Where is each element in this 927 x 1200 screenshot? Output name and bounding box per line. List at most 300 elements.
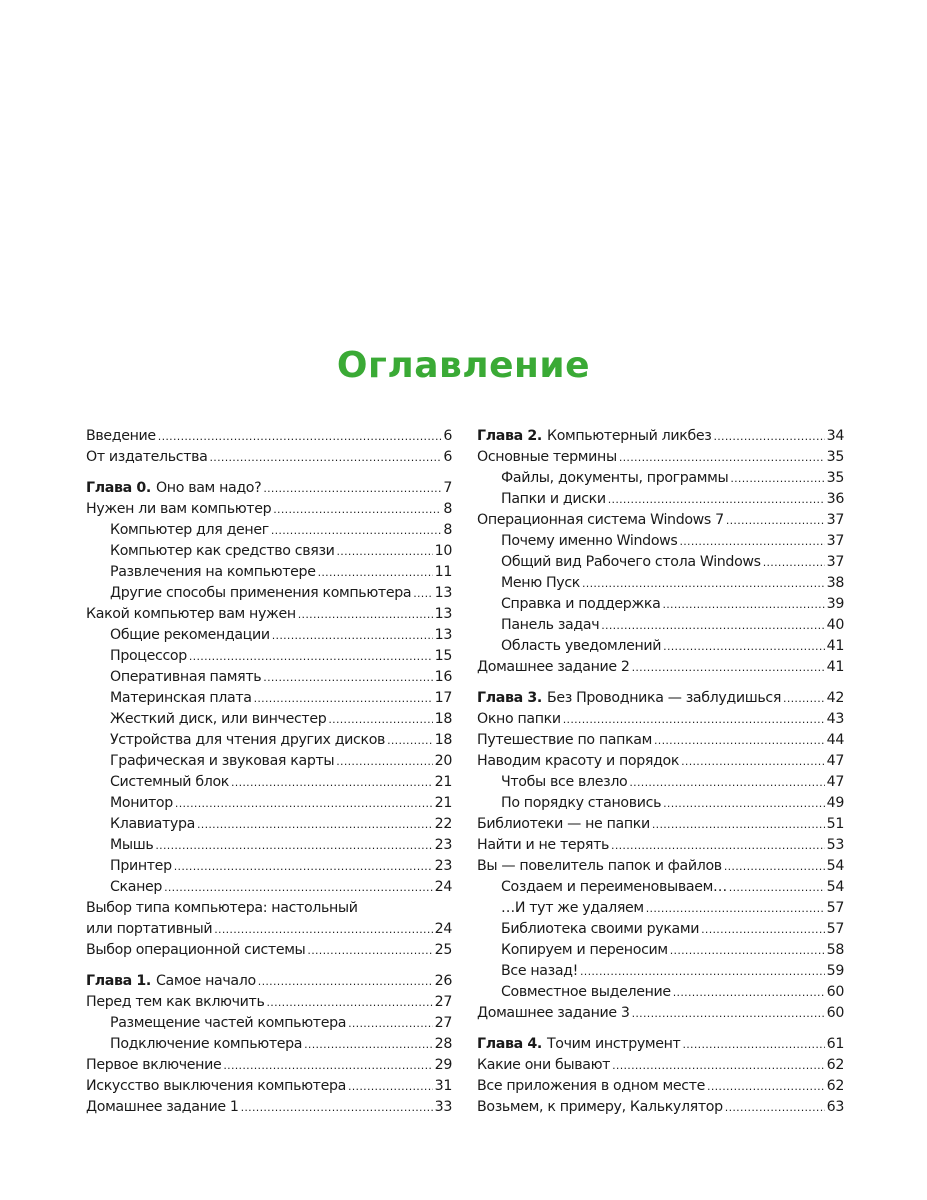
dot-leader — [348, 1013, 433, 1034]
toc-entry-title — [477, 709, 561, 730]
toc-entry — [477, 615, 844, 636]
toc-entry-text: Все приложения в одном месте — [477, 1078, 706, 1094]
toc-entry-title — [86, 1097, 239, 1118]
toc-entry-text: Системный блок — [110, 774, 229, 790]
toc-entry-title — [110, 730, 385, 751]
page-number: 37 — [826, 512, 844, 528]
chapter-number: Глава 1. — [86, 973, 151, 989]
toc-column-right — [477, 426, 844, 1118]
toc-entry — [86, 1097, 452, 1118]
toc-entry-text: Мышь — [110, 837, 154, 853]
toc-entry-title — [110, 751, 334, 772]
toc-entry — [477, 552, 844, 573]
dot-leader — [673, 982, 825, 1003]
toc-entry-text: Введение — [86, 428, 156, 444]
toc-entry-title — [110, 583, 411, 604]
page-number: 35 — [826, 449, 844, 465]
toc-entry-title — [86, 499, 271, 520]
toc-entry — [477, 468, 844, 489]
toc-entry — [477, 657, 844, 678]
toc-entry — [477, 772, 844, 793]
page-number: 26 — [434, 973, 452, 989]
dot-leader — [328, 709, 432, 730]
page-number: 33 — [434, 1099, 452, 1115]
page-number: 54 — [826, 858, 844, 874]
toc-entry-text: Искусство выключения компьютера — [86, 1078, 346, 1094]
dot-leader — [725, 1097, 825, 1118]
toc-entry — [477, 793, 844, 814]
toc-entry-text: Путешествие по папкам — [477, 732, 652, 748]
page-number: 8 — [443, 501, 452, 517]
toc-entry-title — [86, 1076, 346, 1097]
toc-entry — [477, 1003, 844, 1024]
page-number: 37 — [826, 554, 844, 570]
page-number: 24 — [434, 879, 452, 895]
dot-leader — [679, 531, 824, 552]
dot-leader — [304, 1034, 433, 1055]
toc-entry — [477, 1055, 844, 1076]
page-number: 28 — [434, 1036, 452, 1052]
page-number: 42 — [826, 690, 844, 706]
toc-entry-title — [86, 1055, 221, 1076]
toc-entry — [86, 814, 452, 835]
toc-entry-title — [501, 877, 727, 898]
dot-leader — [318, 562, 433, 583]
toc-entry-text: Другие способы применения компьютера — [110, 585, 412, 601]
toc-entry-title — [110, 835, 153, 856]
toc-entry — [86, 478, 452, 499]
toc-entry — [86, 793, 452, 814]
toc-entry-title — [110, 520, 269, 541]
toc-entry-text: Какой компьютер вам нужен — [86, 606, 296, 622]
chapter-heading — [477, 688, 781, 709]
toc-entry — [86, 772, 452, 793]
chapter-number: Глава 0. — [86, 480, 151, 496]
toc-entry-title — [477, 1003, 630, 1024]
page-number: 20 — [434, 753, 452, 769]
toc-entry — [477, 531, 844, 552]
toc-entry-text: По порядку становись — [501, 795, 662, 811]
toc-entry — [477, 940, 844, 961]
page-number: 10 — [434, 543, 452, 559]
toc-entry-title — [501, 531, 677, 552]
toc-entry-title — [110, 625, 270, 646]
toc-entry — [477, 961, 844, 982]
page-number: 7 — [443, 480, 452, 496]
dot-leader — [682, 1034, 824, 1055]
dot-leader — [174, 856, 433, 877]
toc-entry — [477, 982, 844, 1003]
dot-leader — [348, 1076, 433, 1097]
page-number: 25 — [434, 942, 452, 958]
toc-entry-text: Клавиатура — [110, 816, 195, 832]
toc-entry — [477, 751, 844, 772]
dot-leader — [632, 657, 825, 678]
page-number: 11 — [434, 564, 452, 580]
dot-leader — [337, 541, 433, 562]
toc-entry-text: Почему именно Windows — [501, 533, 678, 549]
dot-leader — [231, 772, 433, 793]
toc-entry-text: Чтобы все влезло — [501, 774, 628, 790]
toc-entry — [86, 835, 452, 856]
page-number: 60 — [826, 1005, 844, 1021]
toc-entry-text: Нужен ли вам компьютер — [86, 501, 272, 517]
toc-entry — [86, 709, 452, 730]
toc-entry — [477, 636, 844, 657]
chapter-number: Глава 4. — [477, 1036, 542, 1052]
toc-entry-title — [86, 426, 156, 447]
dot-leader — [298, 604, 433, 625]
page-number: 27 — [434, 994, 452, 1010]
toc-entry — [477, 426, 844, 447]
dot-leader — [652, 814, 825, 835]
page-number: 43 — [826, 711, 844, 727]
toc-entry-text: Без Проводника — заблудишься — [546, 690, 782, 706]
toc-entry-text: Справка и поддержка — [501, 596, 661, 612]
chapter-heading — [86, 971, 256, 992]
toc-entry-text: Устройства для чтения других дисков — [110, 732, 386, 748]
chapter-heading — [86, 478, 261, 499]
toc-entry-continuation — [86, 919, 452, 940]
toc-entry — [477, 573, 844, 594]
toc-entry — [477, 447, 844, 468]
toc-entry-title — [501, 636, 661, 657]
toc-entry-text: Совместное выделение — [501, 984, 671, 1000]
page-number: 27 — [434, 1015, 452, 1031]
page-number: 8 — [443, 522, 452, 538]
toc-entry — [86, 992, 452, 1013]
toc-entry-title — [477, 510, 724, 531]
toc-entry-text: Первое включение — [86, 1057, 222, 1073]
toc-entry-text: Общий вид Рабочего стола Windows — [501, 554, 761, 570]
toc-entry — [86, 856, 452, 877]
dot-leader — [155, 835, 432, 856]
toc-entry-text: Самое начало — [155, 973, 256, 989]
page-number: 59 — [826, 963, 844, 979]
dot-leader — [663, 793, 825, 814]
toc-entry-text: Основные термины — [477, 449, 617, 465]
dot-leader — [189, 646, 433, 667]
dot-leader — [612, 1055, 825, 1076]
page-number: 49 — [826, 795, 844, 811]
dot-leader — [701, 919, 825, 940]
dot-leader — [263, 667, 432, 688]
toc-entry — [86, 1034, 452, 1055]
dot-leader — [713, 426, 824, 447]
toc-entry-text: От издательства — [86, 449, 208, 465]
page-number: 31 — [434, 1078, 452, 1094]
toc-entry — [86, 1013, 452, 1034]
page-number: 29 — [434, 1057, 452, 1073]
toc-entry — [477, 688, 844, 709]
toc-entry-title — [501, 982, 671, 1003]
toc-entry-title — [477, 657, 630, 678]
toc-entry — [86, 667, 452, 688]
toc-entry-title — [110, 1034, 302, 1055]
dot-leader — [271, 520, 441, 541]
dot-leader — [273, 499, 441, 520]
toc-entry-text: Создаем и переименовываем… — [501, 879, 727, 895]
toc-entry — [86, 877, 452, 898]
toc-entry-text: Наводим красоту и порядок — [477, 753, 680, 769]
dot-leader — [164, 877, 433, 898]
dot-leader — [563, 709, 825, 730]
toc-entry-text: Все назад! — [501, 963, 578, 979]
toc-entry-title — [477, 730, 652, 751]
toc-entry-title — [110, 646, 187, 667]
dot-leader — [266, 992, 432, 1013]
toc-entry-text: Компьютерный ликбез — [546, 428, 712, 444]
dot-leader — [413, 583, 432, 604]
page-number: 16 — [434, 669, 452, 685]
dot-leader — [241, 1097, 433, 1118]
page-number: 24 — [434, 921, 452, 937]
toc-entry-title — [501, 772, 627, 793]
toc-entry — [477, 489, 844, 510]
toc-entry-title — [477, 1055, 610, 1076]
page-number: 62 — [826, 1078, 844, 1094]
toc-entry — [86, 646, 452, 667]
toc-entry — [477, 814, 844, 835]
chapter-number: Глава 2. — [477, 428, 542, 444]
toc-entry — [86, 1055, 452, 1076]
dot-leader — [307, 940, 432, 961]
toc-entry-text: Размещение частей компьютера — [110, 1015, 347, 1031]
toc-entry-title — [110, 709, 326, 730]
toc-entry-text: Домашнее задание 3 — [477, 1005, 630, 1021]
page-number: 35 — [826, 470, 844, 486]
dot-leader — [175, 793, 433, 814]
page-number: 41 — [826, 638, 844, 654]
dot-leader — [223, 1055, 432, 1076]
toc-entry-title — [477, 1097, 723, 1118]
toc-entry-title — [110, 793, 173, 814]
toc-entry — [86, 940, 452, 961]
toc-entry — [477, 709, 844, 730]
toc-entry-text: …И тут же удаляем — [501, 900, 644, 916]
toc-entry-title — [86, 940, 305, 961]
toc-entry — [86, 426, 452, 447]
toc-entry-title: Выбор типа компьютера: настольный — [86, 900, 358, 916]
toc-entry-text: или портативный — [86, 921, 213, 937]
toc-entry-title — [86, 447, 208, 468]
toc-entry-title — [501, 898, 644, 919]
toc-entry-text: Операционная система Windows 7 — [477, 512, 724, 528]
toc-entry-title — [501, 594, 660, 615]
chapter-heading — [477, 1034, 680, 1055]
dot-leader — [663, 636, 824, 657]
toc-entry-title — [501, 573, 580, 594]
dot-leader — [580, 961, 825, 982]
dot-leader — [724, 856, 825, 877]
dot-leader — [729, 877, 825, 898]
page-number: 41 — [826, 659, 844, 675]
toc-entry-title — [86, 604, 296, 625]
dot-leader — [730, 468, 824, 489]
toc-entry-title — [477, 856, 722, 877]
page-number: 13 — [434, 606, 452, 622]
toc-entry-text: Графическая и звуковая карты — [110, 753, 335, 769]
dot-leader — [601, 615, 824, 636]
page-number: 44 — [826, 732, 844, 748]
toc-entry-title — [501, 489, 606, 510]
dot-leader — [646, 898, 825, 919]
toc-entry-text: Оперативная память — [110, 669, 262, 685]
toc-entry-text: Подключение компьютера — [110, 1036, 303, 1052]
page-number: 6 — [443, 449, 452, 465]
toc-entry-text: Перед тем как включить — [86, 994, 265, 1010]
toc-column-left — [86, 426, 452, 1118]
toc-entry-title — [501, 919, 699, 940]
toc-entry-text: Какие они бывают — [477, 1057, 611, 1073]
dot-leader — [158, 426, 442, 447]
toc-entry — [86, 751, 452, 772]
toc-entry — [86, 499, 452, 520]
page-number: 18 — [434, 732, 452, 748]
toc-entry-title — [110, 856, 172, 877]
toc-entry — [477, 919, 844, 940]
page-number: 57 — [826, 900, 844, 916]
page-number: 40 — [826, 617, 844, 633]
page-number: 22 — [434, 816, 452, 832]
toc-entry-text: Сканер — [110, 879, 163, 895]
page-number: 62 — [826, 1057, 844, 1073]
toc-entry — [86, 604, 452, 625]
dot-leader — [387, 730, 433, 751]
toc-entry-text: Меню Пуск — [501, 575, 580, 591]
page-number: 54 — [826, 879, 844, 895]
page-number: 21 — [434, 795, 452, 811]
page-number: 23 — [434, 858, 452, 874]
toc-entry-title — [110, 541, 335, 562]
toc-entry-title — [477, 751, 679, 772]
page-number: 23 — [434, 837, 452, 853]
toc-entry-text: Файлы, документы, программы — [501, 470, 729, 486]
toc-entry-text: Найти и не терять — [477, 837, 610, 853]
dot-leader — [197, 814, 433, 835]
toc-entry — [477, 510, 844, 531]
toc-entry — [86, 562, 452, 583]
dot-leader — [681, 751, 825, 772]
toc-entry-text: Область уведомлений — [501, 638, 662, 654]
toc-entry-title — [110, 562, 316, 583]
page-number: 18 — [434, 711, 452, 727]
page-number: 60 — [826, 984, 844, 1000]
page-number: 34 — [826, 428, 844, 444]
page-number: 15 — [434, 648, 452, 664]
toc-entry — [477, 730, 844, 751]
toc-entry — [477, 1076, 844, 1097]
toc-entry-text: Окно папки — [477, 711, 561, 727]
toc-entry-title — [501, 961, 578, 982]
chapter-heading — [477, 426, 711, 447]
toc-entry-title — [110, 814, 195, 835]
dot-leader — [611, 835, 825, 856]
page-number: 57 — [826, 921, 844, 937]
page-number: 6 — [443, 428, 452, 444]
toc-entry — [86, 898, 452, 919]
toc-entry-text: Развлечения на компьютере — [110, 564, 316, 580]
toc-entry-text: Материнская плата — [110, 690, 252, 706]
toc-entry — [86, 688, 452, 709]
toc-entry-title — [477, 814, 650, 835]
dot-leader — [263, 478, 441, 499]
dot-leader — [582, 573, 825, 594]
page-number: 17 — [434, 690, 452, 706]
toc-entry — [477, 594, 844, 615]
toc-entry — [86, 730, 452, 751]
page-number: 53 — [826, 837, 844, 853]
page-number: 13 — [434, 585, 452, 601]
dot-leader — [619, 447, 825, 468]
toc-entry-title — [501, 552, 761, 573]
dot-leader — [707, 1076, 825, 1097]
toc-entry — [477, 877, 844, 898]
dot-leader — [210, 447, 442, 468]
toc-entry-title — [110, 1013, 346, 1034]
toc-entry-title — [86, 992, 264, 1013]
toc-entry-title — [110, 877, 162, 898]
toc-entry-text: Принтер — [110, 858, 172, 874]
page-number: 21 — [434, 774, 452, 790]
toc-entry-text: Точим инструмент — [546, 1036, 681, 1052]
toc-entry-text: Компьютер как средство связи — [110, 543, 335, 559]
toc-entry-text: Библиотеки — не папки — [477, 816, 650, 832]
dot-leader — [654, 730, 825, 751]
toc-entry-title — [477, 835, 609, 856]
page-number: 63 — [826, 1099, 844, 1115]
toc-entry-text: Копируем и переносим — [501, 942, 668, 958]
toc-entry-text: Домашнее задание 1 — [86, 1099, 239, 1115]
dot-leader — [254, 688, 433, 709]
page-number: 37 — [826, 533, 844, 549]
toc-entry — [477, 1097, 844, 1118]
toc-entry-text: Монитор — [110, 795, 173, 811]
toc-entry — [86, 583, 452, 604]
page-number: 38 — [826, 575, 844, 591]
toc-entry-text: Панель задач — [501, 617, 600, 633]
toc-entry — [86, 541, 452, 562]
dot-leader — [272, 625, 433, 646]
toc-entry — [477, 856, 844, 877]
toc-entry-text: Оно вам надо? — [155, 480, 262, 496]
toc-entry-text: Общие рекомендации — [110, 627, 270, 643]
page-number: 51 — [826, 816, 844, 832]
toc-entry-text: Вы — повелитель папок и файлов — [477, 858, 722, 874]
toc-entry — [86, 520, 452, 541]
toc-entry — [477, 898, 844, 919]
toc-entry — [86, 447, 452, 468]
dot-leader — [258, 971, 433, 992]
toc-entry-title — [110, 667, 261, 688]
dot-leader — [632, 1003, 825, 1024]
page-number: 61 — [826, 1036, 844, 1052]
chapter-number: Глава 3. — [477, 690, 542, 706]
page-number: 58 — [826, 942, 844, 958]
page-number: 13 — [434, 627, 452, 643]
toc-entry-text: Выбор операционной системы — [86, 942, 306, 958]
toc-entry — [86, 971, 452, 992]
dot-leader — [726, 510, 825, 531]
toc-entry-text: Папки и диски — [501, 491, 606, 507]
toc-entry-text: Компьютер для денег — [110, 522, 269, 538]
page-number: 47 — [826, 753, 844, 769]
toc-entry-title — [501, 615, 599, 636]
toc-entry — [477, 1034, 844, 1055]
dot-leader — [608, 489, 825, 510]
dot-leader — [763, 552, 825, 573]
toc-entry — [477, 835, 844, 856]
